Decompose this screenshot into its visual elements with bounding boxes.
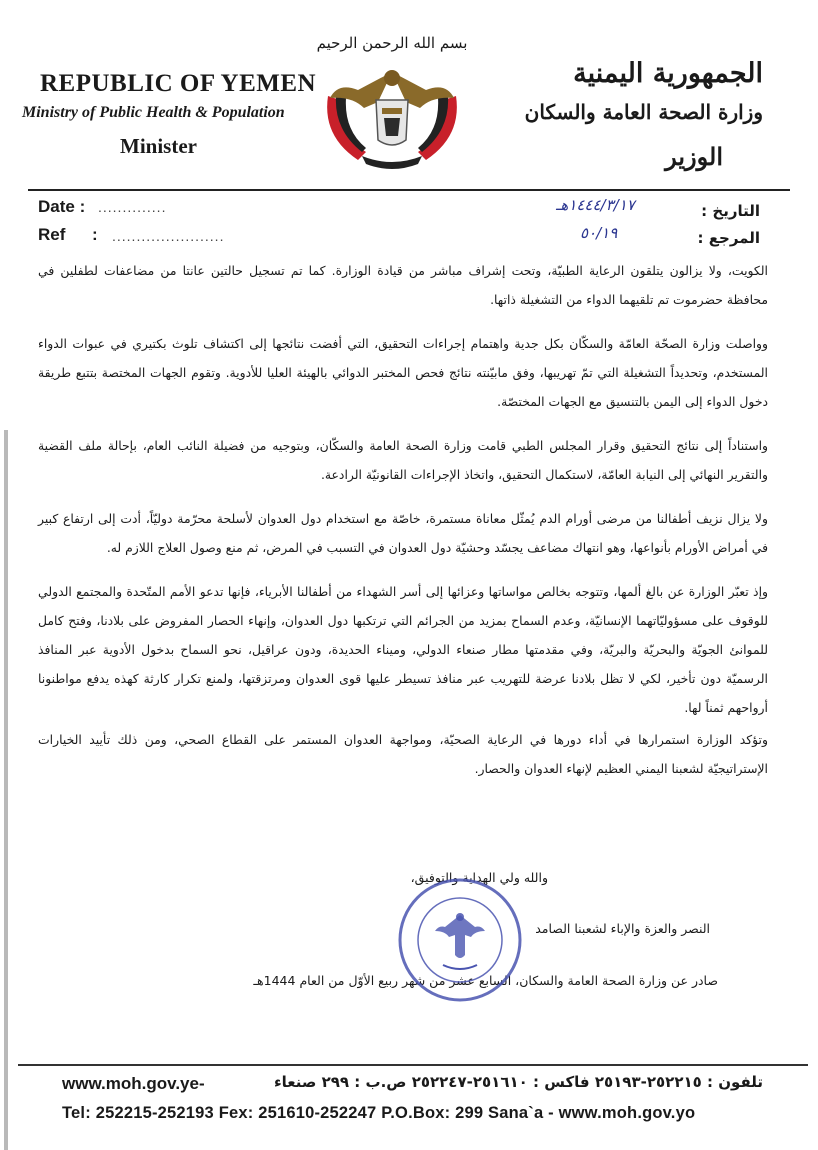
footer-website-top: www.moh.gov.ye- xyxy=(62,1074,205,1093)
ref-colon: : xyxy=(92,225,98,244)
body-paragraph: وواصلت وزارة الصحّة العامّة والسكّان بكل جدية واهتمام إجراءات التحقيق، التي أفضت نتائجها إلى اكتشاف تلوث بكتيري في عبوات الدواء المستخدم، وتحديداً التشغيلة التي تمّ تهريبها، وفق مابيّنته نتائج فحص المختبر الدوائي بالهيئة العليا للأدوية. وتقوم الجهات المختصة بتتبع طريقة دخول الدواء إلى اليمن بالتنسيق مع الجهات المختصّة. xyxy=(38,336,768,409)
en-country-name: REPUBLIC OF YEMEN xyxy=(40,70,317,97)
body-paragraph: الكويت، ولا يزالون يتلقون الرعاية الطبيّة، وتحت إشراف مباشر من قيادة الوزارة. كما تم تسجيل حالتين عانتا من مضاعفات لطفلين في محافظة حضرموت تم تلقيهما الدواء من التشغيلة ذاتها. xyxy=(38,263,768,307)
ref-dots: ....................... xyxy=(112,228,225,244)
en-ministry-name: Ministry of Public Health & Population xyxy=(22,104,285,121)
closing-line-victory: النصر والعزة والإباء لشعبنا الصامد xyxy=(535,921,710,936)
footer-divider-top xyxy=(18,1064,808,1066)
ref-label-en: Ref xyxy=(38,225,66,244)
body-paragraph: ولا يزال نزيف أطفالنا من مرضى أورام الدم يُمثّل معاناة مستمرة، خاصّة مع استخدام دول العدوان لأسلحة محرّمة دوليّاً، أدت إلى ارتفاع كبير في أمراض الأورام بأنواعها، وهو انتهاك مضاعف يجسّد وحشيّة دول العدوان في التسبب في المرض، ثم منع وصول العلاج اللازم له. xyxy=(38,511,768,555)
footer-contacts-english: Tel: 252215-252193 Fex: 251610-252247 P.O.Box: 299 Sana`a - www.moh.gov.yo xyxy=(62,1104,696,1122)
scan-edge-shadow xyxy=(4,430,8,1150)
ref-value-handwritten: ٥٠/١٩ xyxy=(580,224,618,242)
yemen-eagle-emblem-icon xyxy=(318,56,466,174)
letter-body xyxy=(38,256,768,783)
body-paragraph: وتؤكد الوزارة استمرارها في أداء دورها في الرعاية الصحيّة، ومواجهة العدوان المستمر على القطاع الصحي، ومن ذلك تأييد الخيارات الإستراتيجيّة لشعبنا اليمني العظيم لإنهاء العدوان والحصار. xyxy=(38,732,768,776)
closing-line-issued: صادر عن وزارة الصحة العامة والسكان، السابع عشر من شهر ربيع الأوّل من العام 1444هـ xyxy=(253,973,718,988)
date-dots: .............. xyxy=(98,199,167,215)
en-minister-title: Minister xyxy=(120,134,197,158)
date-value-handwritten: ١٤٤٤/٣/١٧هـ xyxy=(556,196,635,214)
ar-country-name: الجمهورية اليمنية xyxy=(573,58,763,89)
footer-contacts-arabic: تلفون : ٢٥٢٢١٥-٢٥١٩٣ فاكس : ٢٥١٦١٠-٢٥٢٢٤٧ ص.ب : ٢٩٩ صنعاء xyxy=(273,1073,763,1091)
date-label-ar: التاريخ : xyxy=(701,202,760,220)
body-paragraph: وإذ تعبّر الوزارة عن بالغ ألمها، وتتوجه بخالص مواساتها وعزائها إلى أسر الشهداء من أطفالنا الأبرياء، فإنها تدعو الأمم المتّحدة والمجتمع الدولي للوقوف على مسؤوليّاتهما الإنسانيّة، وعدم السماح بمزيد من الجرائم التي ترتكبها دول العدوان، وإنهاء الحصار المفروض على بلادنا، وفتح كامل للموانئ الجويّة والبحريّة والبريّة، وفي مقدمتها مطار صنعاء الدولي، وميناء الحديدة، ودون عراقيل، نحو السماح بدخول الأدوية عبر المنافذ الرسميّة دون تأخير، لكي لا تظل بلادنا عرضة للتهريب عبر منافذ تسيطر عليها قوى العدوان ومرتزقتها، ولمنع تكرار كارثة كهذه يدفع مواطنونا أرواحهم ثمناً لها. xyxy=(38,584,768,715)
date-label-en: Date : xyxy=(38,197,86,216)
header-divider xyxy=(28,189,790,191)
ministry-stamp-icon xyxy=(395,875,525,1005)
body-paragraph: واستناداً إلى نتائج التحقيق وقرار المجلس الطبي قامت وزارة الصحة العامة والسكّان، وبتوجيه من فضيلة النائب العام، بإحالة ملف القضية والتقرير النهائي إلى النيابة العامّة، لاستكمال التحقيق، واتخاذ الإجراءات القانونيّة الرادعة. xyxy=(38,438,768,482)
closing-line-guidance: والله ولي الهداية والتوفيق، xyxy=(410,870,548,885)
ar-minister-title: الوزير xyxy=(665,142,723,171)
basmala: بسم الله الرحمن الرحيم xyxy=(316,34,468,52)
ar-ministry-name: وزارة الصحة العامة والسكان xyxy=(524,100,763,124)
ref-label-ar: المرجع : xyxy=(697,229,760,247)
